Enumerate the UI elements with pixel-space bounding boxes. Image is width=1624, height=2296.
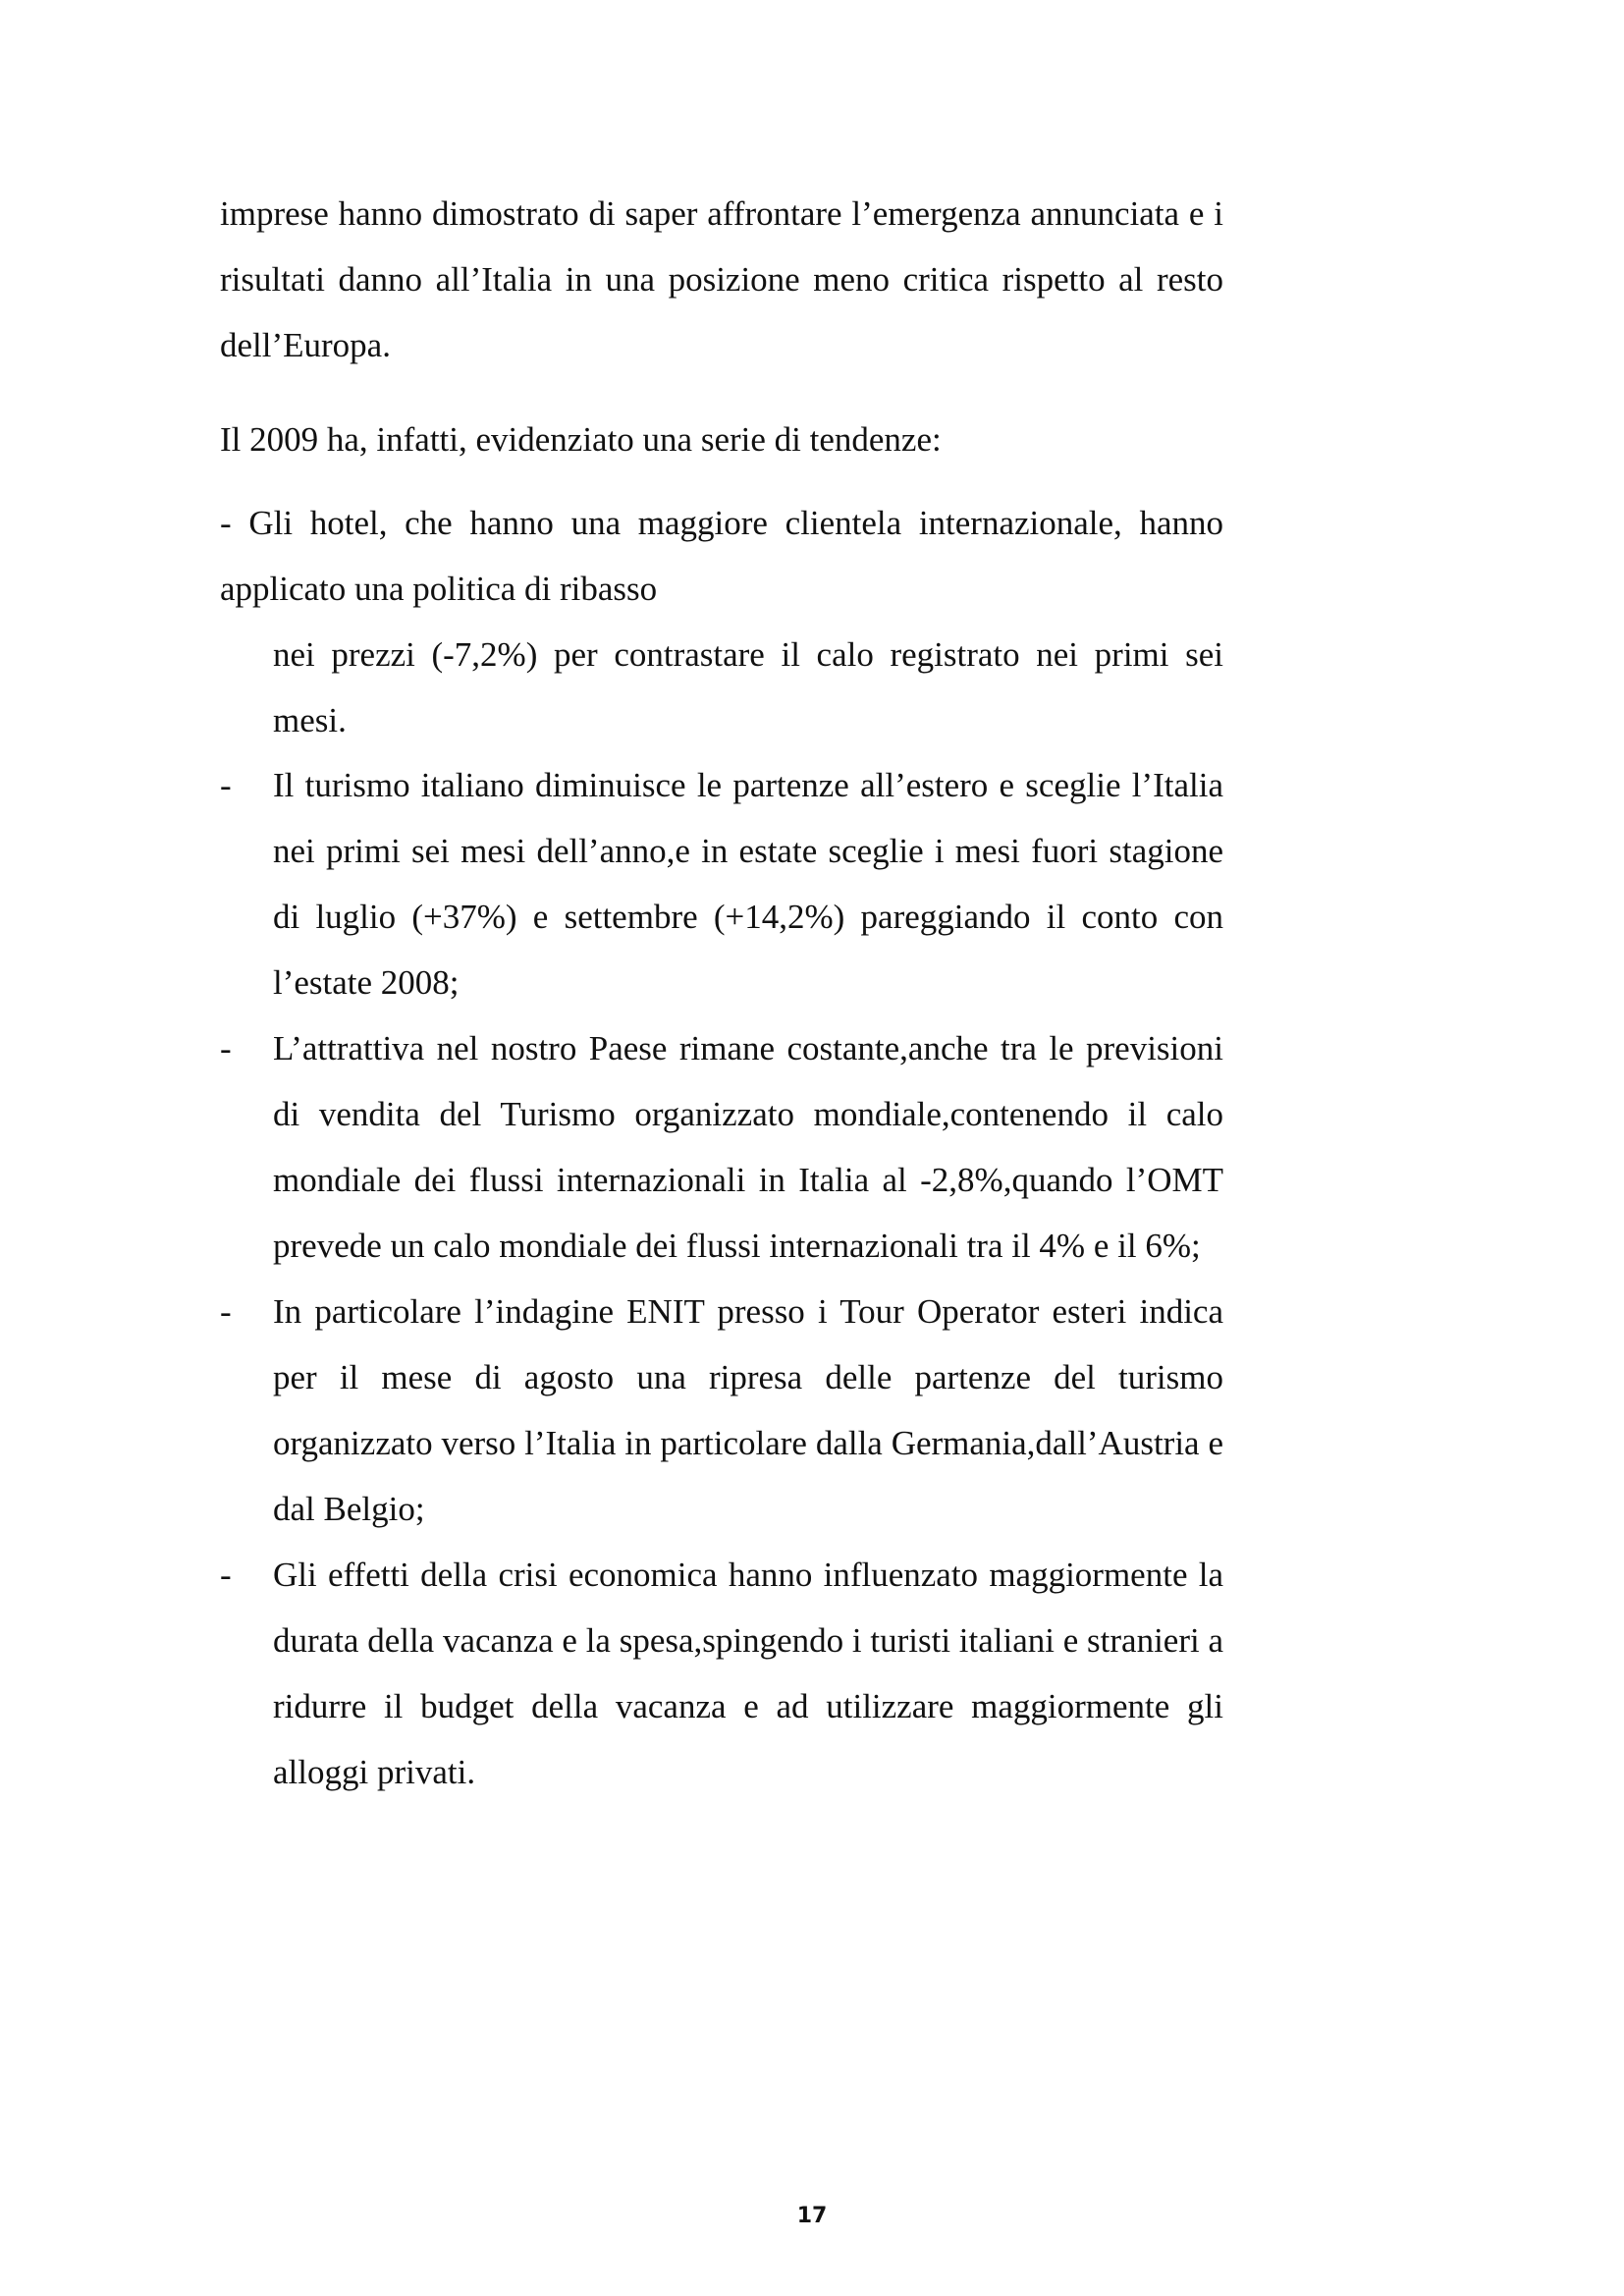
- list-item: [220, 1279, 1223, 1542]
- dash-marker: -: [220, 766, 232, 804]
- list-item-text: Gli effetti della crisi economica hanno influenzato maggiormente la durata della vacanza e la spesa,spingendo i turisti italiani e stranieri a ridurre il budget della vacanza e ad utilizzare maggiormente gli alloggi privati.: [273, 1556, 1223, 1791]
- dash-marker: -: [220, 1292, 232, 1331]
- list-item-text: In particolare l’indagine ENIT presso i Tour Operator esteri indica per il mese di agosto una ripresa delle partenze del turismo organizzato verso l’Italia in particolare dalla Germania,dall’Austria e dal Belgio;: [273, 1292, 1223, 1528]
- list-item: [220, 752, 1223, 1015]
- dash-marker: -: [220, 1029, 232, 1067]
- dash-marker: -: [220, 1556, 232, 1594]
- trend-list: [220, 752, 1223, 1805]
- list-item: [220, 1542, 1223, 1805]
- paragraph-intro: imprese hanno dimostrato di saper affrontare l’emergenza annunciata e i risultati danno all’Italia in una posizione meno critica rispetto al resto dell’Europa.: [220, 194, 1223, 364]
- hotel-item-continuation: nei prezzi (-7,2%) per contrastare il calo registrato nei primi sei mesi.: [273, 635, 1223, 739]
- list-item-text: L’attrattiva nel nostro Paese rimane costante,anche tra le previsioni di vendita del Turismo organizzato mondiale,contenendo il calo mondiale dei flussi internazionali in Italia al -2,8%,quando l’OMT prevede un calo mondiale dei flussi internazionali tra il 4% e il 6%;: [273, 1029, 1223, 1265]
- list-item: [220, 1015, 1223, 1279]
- paragraph-hotel-item: [220, 490, 1223, 753]
- paragraph-lead: Il 2009 ha, infatti, evidenziato una serie di tendenze:: [220, 420, 942, 459]
- hotel-item-first-line: - Gli hotel, che hanno una maggiore clientela internazionale, hanno applicato una politica di ribasso: [220, 504, 1223, 608]
- list-item-text: Il turismo italiano diminuisce le partenze all’estero e sceglie l’Italia nei primi sei mesi dell’anno,e in estate sceglie i mesi fuori stagione di luglio (+37%) e settembre (+14,2%) pareggiando il conto con l’estate 2008;: [273, 766, 1223, 1002]
- page-number: 17: [796, 2204, 828, 2228]
